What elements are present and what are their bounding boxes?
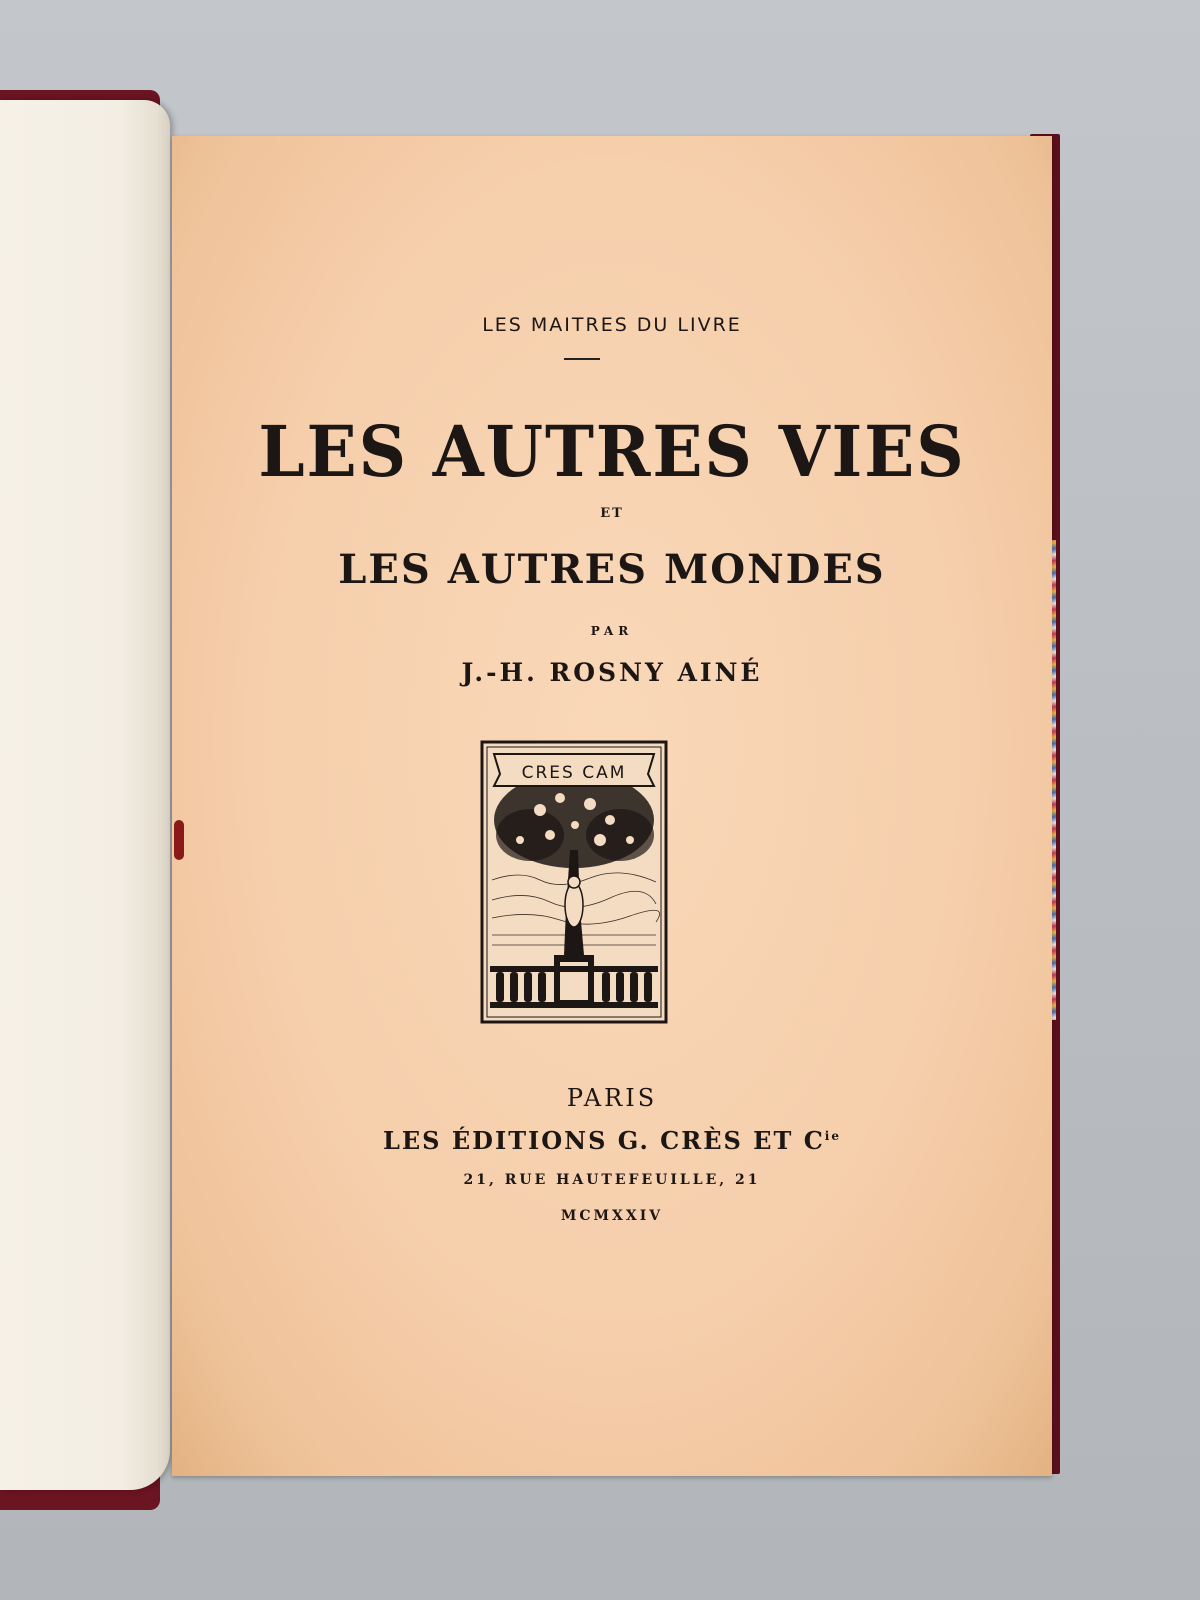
subtitle: LES AUTRES MONDES	[338, 546, 886, 593]
publisher-name: LES ÉDITIONS G. CRÈS ET $C^{ie}$	[383, 1126, 841, 1155]
red-stain	[174, 820, 184, 860]
publication-city: PARIS	[566, 1084, 658, 1112]
divider-rule	[564, 358, 600, 360]
publisher-address: 21, RUE HAUTEFEUILLE, 21	[463, 1172, 761, 1188]
left-blank-page	[0, 100, 170, 1490]
banner-text: CRES CAM	[521, 763, 627, 783]
conjunction: ET	[600, 506, 624, 521]
series-title: LES MAITRES DU LIVRE	[482, 314, 742, 336]
author-name: J.-H. ROSNY AINÉ	[461, 658, 763, 687]
main-title: LES AUTRES VIES	[258, 410, 966, 493]
by-line: PAR	[590, 624, 634, 638]
publication-year: MCMXXIV	[560, 1208, 664, 1224]
tree-statue-woodcut-icon	[480, 740, 668, 1024]
artist-signature: Viberf	[557, 1009, 583, 1018]
title-page	[172, 136, 1052, 1476]
